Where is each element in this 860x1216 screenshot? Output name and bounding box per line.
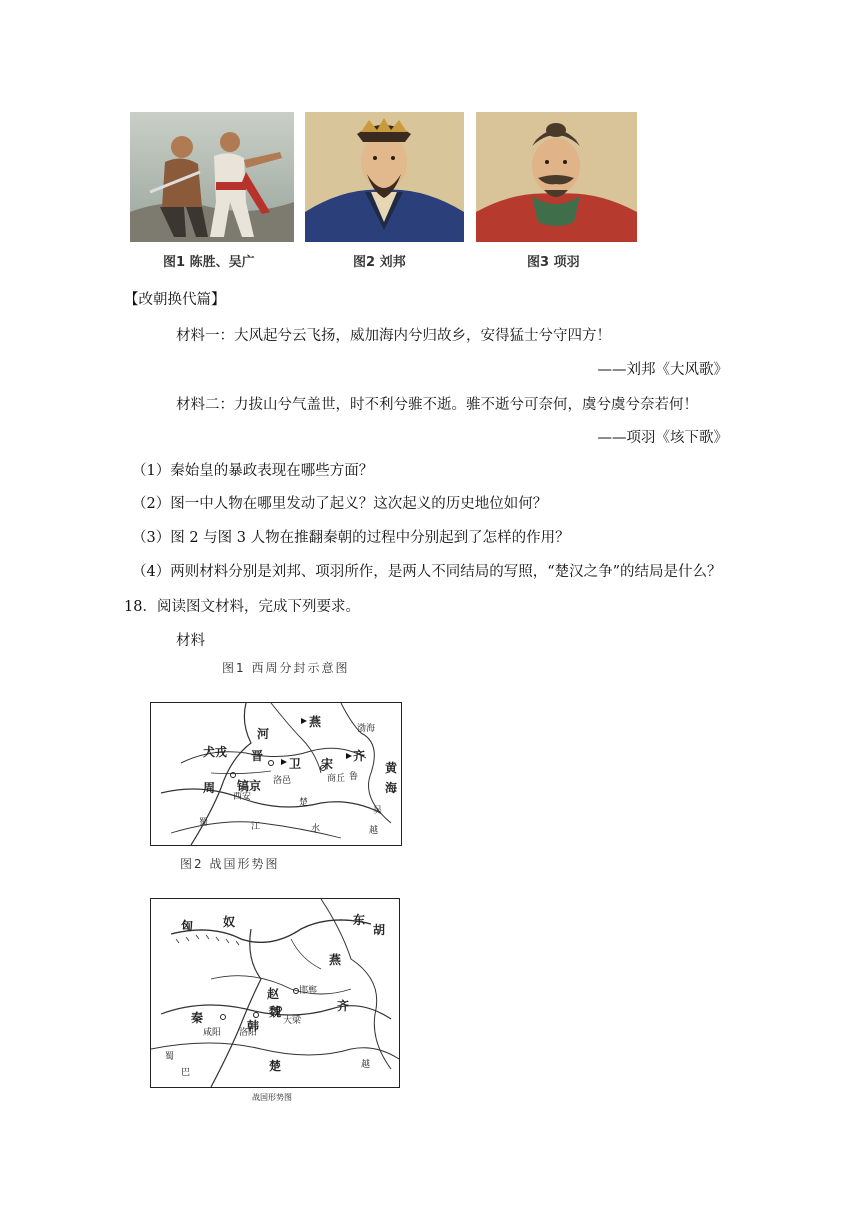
map1-label-shu: 蜀 bbox=[199, 818, 209, 828]
map2-label-chu: 楚 bbox=[269, 1059, 282, 1073]
map2-label-nu: 奴 bbox=[223, 915, 236, 929]
map1-label-bohai: 渤海 bbox=[357, 724, 376, 734]
map2-label-yue: 越 bbox=[361, 1060, 371, 1070]
map2-label-zhao: 赵 bbox=[267, 987, 280, 1001]
question-3: （3）图 2 与图 3 人物在推翻秦朝的过程中分别起到了怎样的作用？ bbox=[132, 530, 570, 546]
question-18: 18．阅读图文材料，完成下列要求。 bbox=[124, 599, 360, 615]
material-2-text: 材料二：力拔山兮气盖世，时不利兮骓不逝。骓不逝兮可奈何，虞兮虞兮奈若何！ bbox=[176, 397, 698, 413]
map2-label-hu: 胡 bbox=[373, 923, 386, 937]
map1-label-lu: 鲁 bbox=[349, 772, 359, 782]
map1-label-shui: 水 bbox=[311, 824, 321, 834]
map1-label-wu: 吴 bbox=[373, 806, 383, 816]
map2-label-qi: 齐 bbox=[337, 999, 350, 1013]
map1-label-qi: 齐 bbox=[353, 749, 366, 763]
map1-label-yue: 越 bbox=[369, 826, 379, 836]
question-4: （4）两则材料分别是刘邦、项羽所作，是两人不同结局的写照，“楚汉之争”的结局是什么？ bbox=[132, 564, 722, 580]
question-2: （2）图一中人物在哪里发动了起义？这次起义的历史地位如何？ bbox=[132, 496, 548, 512]
map2-label-daliang: 大梁 bbox=[283, 1016, 302, 1026]
section-title: 【改朝换代篇】 bbox=[124, 292, 226, 308]
material-label: 材料 bbox=[176, 633, 205, 649]
map1-label-song: 宋 bbox=[321, 757, 334, 771]
map2-warring-states bbox=[150, 898, 400, 1088]
material-1-source: ——刘邦《大风歌》 bbox=[597, 362, 728, 378]
map1-label-yan: 燕 bbox=[309, 715, 322, 729]
figure-xiang-yu-image bbox=[476, 112, 637, 242]
figure-caption-3: 图3 项羽 bbox=[527, 255, 580, 270]
map2-label-xiong: 匈 bbox=[181, 919, 194, 933]
figure-chen-sheng-wu-guang-image bbox=[130, 112, 294, 242]
map1-label-xian: 西安 bbox=[233, 792, 252, 802]
map2-label-shu: 蜀 bbox=[165, 1052, 175, 1062]
map1-label-jiang: 江 bbox=[251, 822, 261, 832]
material-2-source: ——项羽《垓下歌》 bbox=[597, 430, 728, 446]
map2-label-wei: 魏 bbox=[269, 1005, 282, 1019]
map1-label-zhou: 周 bbox=[203, 781, 216, 795]
map1-label-quanrong: 犬戎 bbox=[203, 745, 228, 759]
map2-label-han: 韩 bbox=[247, 1019, 260, 1033]
map2-label-qin: 秦 bbox=[191, 1011, 204, 1025]
map1-label-haojing: 镐京 bbox=[237, 779, 262, 793]
map1-label-wei: 卫 bbox=[289, 757, 302, 771]
map1-caption: 图1 西周分封示意图 bbox=[222, 661, 350, 675]
map2-label-luoyang: 洛阳 bbox=[239, 1028, 258, 1038]
map2-label-yan: 燕 bbox=[329, 953, 342, 967]
map2-label-dong: 东 bbox=[353, 913, 366, 927]
figure-caption-2: 图2 刘邦 bbox=[353, 255, 406, 270]
figure-caption-1: 图1 陈胜、吴广 bbox=[163, 255, 255, 270]
map1-label-he: 河 bbox=[257, 727, 270, 741]
map2-label-xianyang: 咸阳 bbox=[203, 1028, 222, 1038]
map1-western-zhou-fiefs bbox=[150, 702, 402, 846]
map2-caption: 图2 战国形势图 bbox=[180, 857, 280, 871]
question-1: （1）秦始皇的暴政表现在哪些方面？ bbox=[132, 463, 374, 479]
map1-label-hai: 海 bbox=[385, 781, 398, 795]
map2-bottom-caption: 战国形势图 bbox=[252, 1093, 292, 1102]
map2-label-ba: 巴 bbox=[181, 1068, 191, 1078]
figure-liu-bang-image bbox=[305, 112, 464, 242]
map1-label-luoyi: 洛邑 bbox=[273, 776, 292, 786]
map1-label-shangqiu: 商丘 bbox=[327, 774, 346, 784]
map1-label-huang: 黄 bbox=[385, 761, 398, 775]
map1-label-chu: 楚 bbox=[299, 798, 309, 808]
material-1-text: 材料一：大风起兮云飞扬，威加海内兮归故乡，安得猛士兮守四方！ bbox=[176, 328, 611, 344]
map1-label-jin: 晋 bbox=[251, 749, 264, 763]
map2-label-handan: 邯郸 bbox=[299, 986, 318, 996]
